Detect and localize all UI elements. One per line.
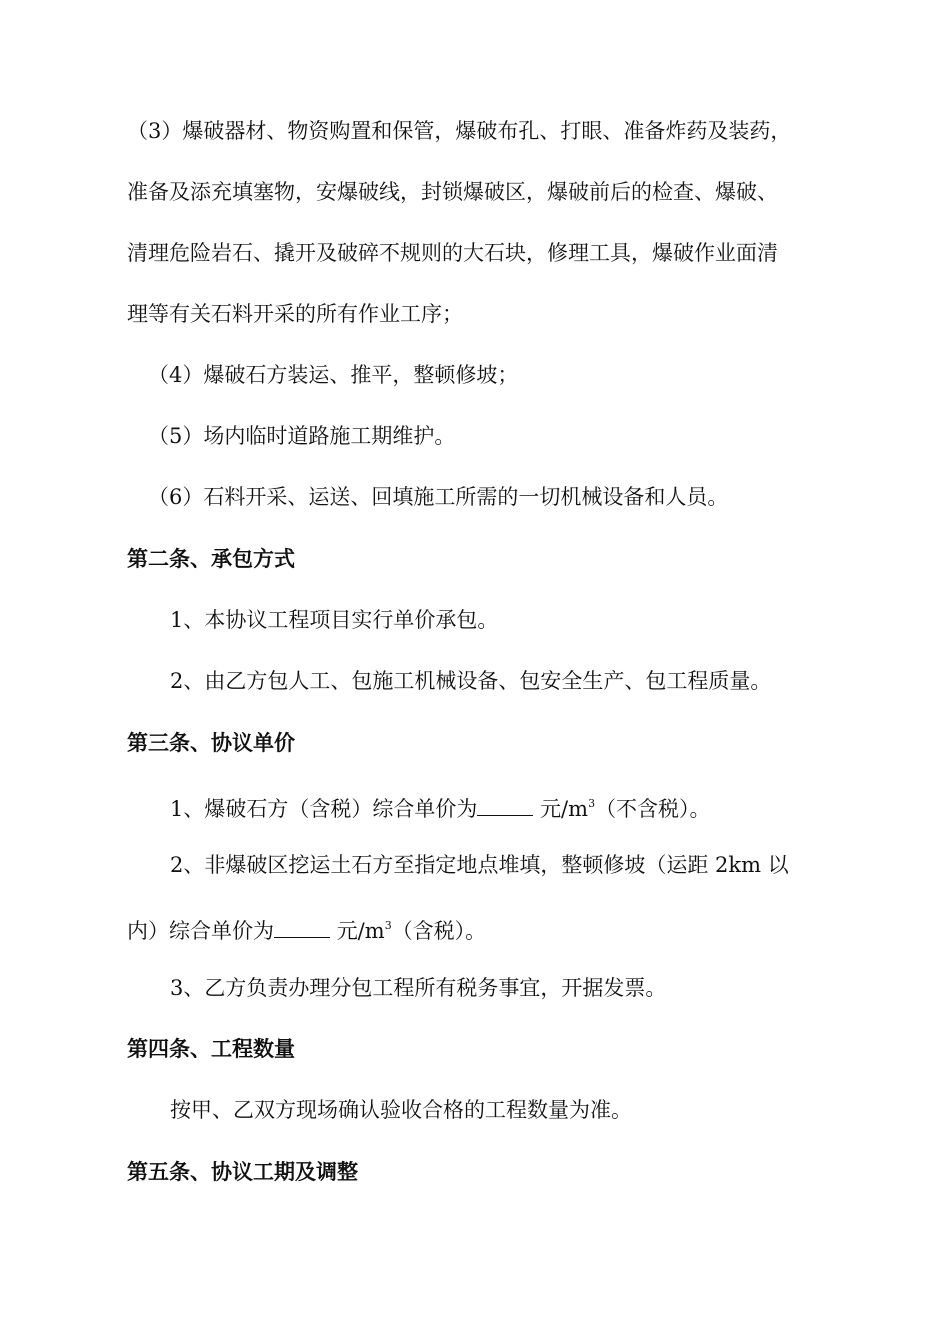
paragraph-5: （5）场内临时道路施工期维护。 — [148, 424, 456, 448]
item-2-suffix: （含税）。 — [391, 919, 487, 943]
paragraph-4: （4）爆破石方装运、推平，整顿修坡； — [148, 363, 519, 387]
section-3-item-1 — [170, 789, 711, 824]
item-2-unit: 元/m — [336, 919, 385, 943]
paragraph-3-line-4: 理等有关石料开采的所有作业工序； — [127, 302, 463, 326]
item-2-unit-superscript: 3 — [384, 919, 392, 932]
section-4-text: 按甲、乙双方现场确认验收合格的工程数量为准。 — [170, 1098, 632, 1122]
item-1-unit-superscript: 3 — [588, 797, 596, 810]
paragraph-3-line-3: 清理危险岩石、撬开及破碎不规则的大石块，修理工具，爆破作业面清 — [127, 241, 778, 265]
item-1-suffix: （不含税）。 — [595, 797, 711, 821]
section-3-item-2-line-2 — [127, 911, 486, 946]
price-blank-1 — [477, 793, 533, 816]
section-heading-2: 第二条、承包方式 — [127, 547, 295, 571]
section-heading-3: 第三条、协议单价 — [127, 731, 295, 755]
section-heading-4: 第四条、工程数量 — [127, 1037, 295, 1061]
item-2-prefix: 内）综合单价为 — [127, 919, 274, 943]
section-3-item-3: 3、乙方负责办理分包工程所有税务事宜，开据发票。 — [170, 976, 667, 1000]
section-2-item-1: 1、本协议工程项目实行单价承包。 — [170, 608, 499, 632]
paragraph-3-line-1: （3）爆破器材、物资购置和保管，爆破布孔、打眼、准备炸药及装药， — [127, 119, 792, 143]
item-1-prefix: 1、爆破石方（含税）综合单价为 — [170, 797, 478, 821]
section-2-item-2: 2、由乙方包人工、包施工机械设备、包安全生产、包工程质量。 — [170, 669, 772, 693]
section-heading-5: 第五条、协议工期及调整 — [127, 1160, 358, 1184]
price-blank-2 — [274, 915, 330, 938]
item-1-unit: 元/m — [540, 797, 589, 821]
section-3-item-2-line-1: 2、非爆破区挖运土石方至指定地点堆填，整顿修坡（运距 2km 以 — [170, 853, 789, 877]
paragraph-3-line-2: 准备及添充填塞物，安爆破线，封锁爆破区，爆破前后的检查、爆破、 — [127, 180, 778, 204]
paragraph-6: （6）石料开采、运送、回填施工所需的一切机械设备和人员。 — [148, 485, 729, 509]
